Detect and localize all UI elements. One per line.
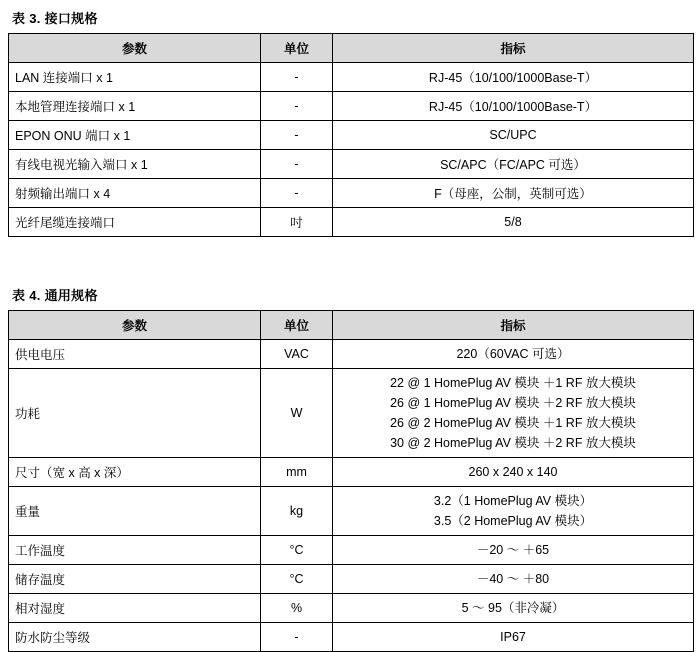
cell-spec-line: 260 x 240 x 140 [468,465,558,479]
table-row [9,458,694,487]
cell-spec: RJ-45（10/100/1000Base-T） [333,92,694,121]
column-header-spec: 指标 [333,311,694,340]
cell-spec-line: 3.2（1 HomePlug AV 模块） [433,494,593,508]
cell-param: 有线电视光输入端口 x 1 [9,150,261,179]
table-header-row [9,34,694,63]
cell-param: LAN 连接端口 x 1 [9,63,261,92]
cell-unit: °C [261,536,333,565]
cell-unit: kg [261,487,333,536]
cell-unit: VAC [261,340,333,369]
general-spec-table [8,310,694,652]
cell-unit: mm [261,458,333,487]
cell-param: 光纤尾缆连接端口 [9,208,261,237]
column-header-unit: 单位 [261,34,333,63]
cell-spec-line: 30 @ 2 HomePlug AV 模块 ＋2 RF 放大模块 [390,436,636,450]
section-spacer [8,241,692,285]
cell-spec-line: 26 @ 2 HomePlug AV 模块 ＋1 RF 放大模块 [390,416,636,430]
cell-param: 相对湿度 [9,594,261,623]
cell-param: 供电电压 [9,340,261,369]
column-header-unit: 单位 [261,311,333,340]
table-caption: 表 3. 接口规格 [12,11,98,26]
cell-spec-line: 3.5（2 HomePlug AV 模块） [433,514,593,528]
cell-spec [333,340,694,369]
column-header-spec: 指标 [333,34,694,63]
cell-unit: - [261,63,333,92]
cell-param: 防水防尘等级 [9,623,261,652]
table-block-interface-spec [8,8,692,237]
table-row [9,623,694,652]
cell-spec-line: 5 ～ 95（非冷凝） [461,601,565,615]
cell-unit: °C [261,565,333,594]
interface-spec-table [8,33,694,237]
cell-unit: W [261,369,333,458]
cell-spec-line: 22 @ 1 HomePlug AV 模块 ＋1 RF 放大模块 [390,376,636,390]
cell-unit: - [261,121,333,150]
table-row [9,369,694,458]
cell-unit: - [261,92,333,121]
cell-spec [333,458,694,487]
table-row [9,208,694,237]
cell-spec: SC/UPC [333,121,694,150]
cell-unit: - [261,179,333,208]
cell-param: 射频输出端口 x 4 [9,179,261,208]
table-row [9,536,694,565]
cell-spec: F（母座，公制，英制可选） [333,179,694,208]
cell-param: 储存温度 [9,565,261,594]
column-header-param: 参数 [9,34,261,63]
table-row [9,179,694,208]
cell-unit: - [261,150,333,179]
table-row [9,565,694,594]
cell-unit: 吋 [261,208,333,237]
table-row [9,594,694,623]
cell-spec: 5/8 [333,208,694,237]
cell-spec-line: －20 ～ ＋65 [476,543,550,557]
cell-param: 本地管理连接端口 x 1 [9,92,261,121]
table-row [9,121,694,150]
table-row [9,92,694,121]
cell-spec [333,565,694,594]
cell-param: EPON ONU 端口 x 1 [9,121,261,150]
cell-spec: SC/APC（FC/APC 可选） [333,150,694,179]
cell-param: 重量 [9,487,261,536]
table-row [9,150,694,179]
cell-spec [333,594,694,623]
table-row [9,487,694,536]
table-row [9,63,694,92]
cell-spec-line: 220（60VAC 可选） [456,347,570,361]
cell-param: 尺寸（宽 x 高 x 深） [9,458,261,487]
cell-param: 工作温度 [9,536,261,565]
cell-unit: - [261,623,333,652]
cell-param: 功耗 [9,369,261,458]
cell-unit: % [261,594,333,623]
column-header-param: 参数 [9,311,261,340]
cell-spec-line: 26 @ 1 HomePlug AV 模块 ＋2 RF 放大模块 [390,396,636,410]
table-caption: 表 4. 通用规格 [12,288,98,303]
table-header-row [9,311,694,340]
cell-spec-line: －40 ～ ＋80 [476,572,550,586]
cell-spec [333,487,694,536]
cell-spec-line: IP67 [500,630,526,644]
cell-spec: RJ-45（10/100/1000Base-T） [333,63,694,92]
cell-spec [333,369,694,458]
table-block-general-spec [8,285,692,652]
cell-spec [333,623,694,652]
cell-spec [333,536,694,565]
table-row [9,340,694,369]
